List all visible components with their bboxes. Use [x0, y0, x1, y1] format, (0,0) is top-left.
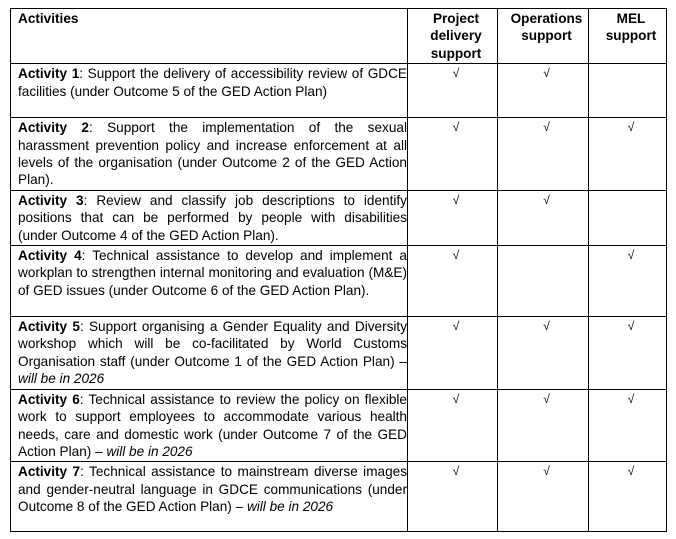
activity-description: [11, 389, 408, 462]
mel-check-mark: [589, 190, 667, 245]
operations-check-mark: √: [498, 64, 589, 118]
activity-description: [11, 246, 408, 317]
operations-check-mark: √: [498, 389, 589, 462]
table-row: [11, 64, 667, 118]
activity-description: [11, 190, 408, 245]
mel-check-mark: √: [589, 246, 667, 317]
activity-name: Activity 2: [18, 120, 89, 136]
project-check-mark: √: [408, 462, 498, 532]
activity-name: Activity 3: [18, 192, 84, 208]
project-check-mark: √: [408, 118, 498, 191]
operations-check-mark: √: [498, 118, 589, 191]
activity-name: Activity 7: [18, 464, 81, 480]
project-check-mark: √: [408, 317, 498, 390]
activity-text: : Technical assistance to review the policy on flexible work to support employees to accommodate various health needs, care and domestic work (under Outcome 7 of the GED Action Plan) –: [18, 391, 407, 459]
activity-description: [11, 64, 408, 118]
activity-text: : Technical assistance to develop and implement a workplan to strengthen internal monitoring and evaluation (M&E) of GED issues (under Outcome 6 of the GED Action Plan).: [18, 248, 407, 298]
activity-text: : Support the delivery of accessibility review of GDCE facilities (under Outcome 5 of the GED Action Plan): [18, 66, 407, 99]
activity-name: Activity 1: [18, 66, 80, 82]
activity-note: will be in 2026: [246, 499, 334, 515]
operations-check-mark: √: [498, 462, 589, 532]
project-check-mark: √: [408, 246, 498, 317]
activity-text: : Review and classify job descriptions to identify positions that can be performed by people with disabilities (under Outcome 4 of the GED Action Plan).: [18, 192, 407, 243]
header-operations-support: Operations support: [498, 9, 589, 64]
project-check-mark: √: [408, 389, 498, 462]
table-row: [11, 462, 667, 532]
mel-check-mark: [589, 64, 667, 118]
table-row: [11, 317, 667, 390]
table-header-row: [11, 9, 667, 64]
activities-table: [10, 8, 667, 532]
header-activities: Activities: [11, 9, 408, 64]
activity-note: will be in 2026: [18, 371, 105, 387]
activity-note: will be in 2026: [106, 443, 193, 459]
header-project-delivery-support: Project delivery support: [408, 9, 498, 64]
activity-name: Activity 6: [18, 391, 80, 407]
activity-description: [11, 317, 408, 390]
activity-description: [11, 118, 408, 191]
mel-check-mark: √: [589, 118, 667, 191]
activity-name: Activity 4: [18, 248, 82, 264]
table-row: [11, 190, 667, 245]
operations-check-mark: [498, 246, 589, 317]
activity-text: : Support the implementation of the sexual harassment prevention policy and increase enforcement at all levels of the organisation (under Outcome 2 of the GED Action Plan).: [18, 120, 407, 188]
activity-name: Activity 5: [18, 319, 80, 335]
header-mel-support: MEL support: [589, 9, 667, 64]
operations-check-mark: √: [498, 190, 589, 245]
mel-check-mark: √: [589, 389, 667, 462]
table-row: [11, 389, 667, 462]
table-row: [11, 118, 667, 191]
project-check-mark: √: [408, 64, 498, 118]
activity-text: : Technical assistance to mainstream diverse images and gender-neutral language in GDCE communications (under Outcome 8 of the GED Action Plan) –: [18, 464, 408, 515]
project-check-mark: √: [408, 190, 498, 245]
mel-check-mark: √: [589, 317, 667, 390]
operations-check-mark: √: [498, 317, 589, 390]
activity-text: : Support organising a Gender Equality and Diversity workshop which will be co-facilitated by World Customs Organisation staff (under Outcome 1 of the GED Action Plan) –: [18, 319, 407, 369]
activity-description: [11, 462, 408, 532]
mel-check-mark: √: [589, 462, 667, 532]
table-row: [11, 246, 667, 317]
